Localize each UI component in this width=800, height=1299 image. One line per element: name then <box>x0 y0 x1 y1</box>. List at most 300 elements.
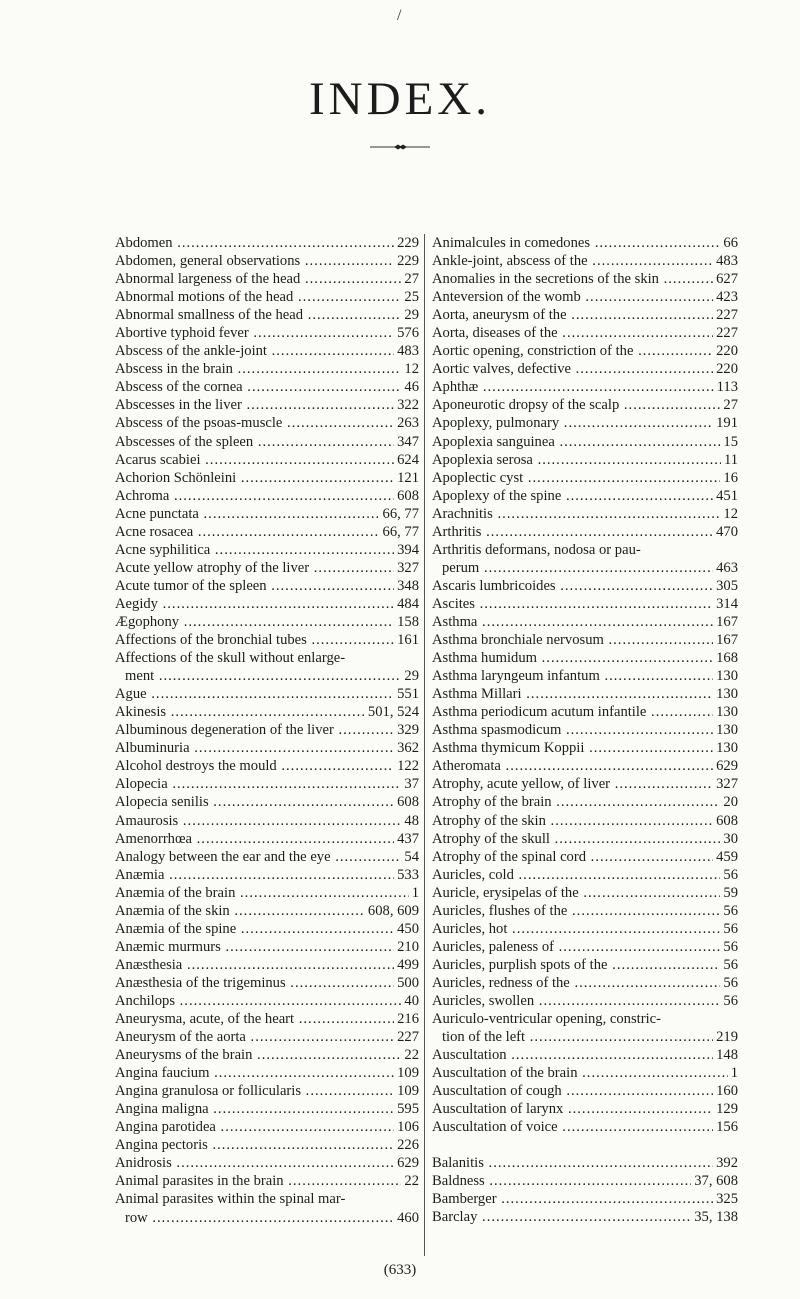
index-entry-term: Animalcules in comedones ..... <box>432 234 738 252</box>
index-entry-term: Anidrosis ..... <box>115 1154 419 1172</box>
index-entry-page: 608 <box>394 793 419 811</box>
index-entry-page: 608, 609 <box>365 902 419 920</box>
index-entry <box>432 288 738 306</box>
index-entry-page: 325 <box>713 1190 738 1208</box>
index-entry-page: 314 <box>713 595 738 613</box>
index-entry <box>115 577 419 595</box>
index-entry-page: 499 <box>394 956 419 974</box>
index-entry <box>432 378 738 396</box>
index-entry-page: 130 <box>713 685 738 703</box>
index-entry-term: Animal parasites in the brain ..... <box>115 1172 419 1190</box>
index-entry <box>115 360 419 378</box>
index-entry <box>432 595 738 613</box>
index-entry-term: Abscess of the ankle-joint ..... <box>115 342 419 360</box>
index-entry <box>115 631 419 649</box>
index-entry-page: 66, 77 <box>380 523 419 541</box>
index-entry-term: Atrophy of the spinal cord ..... <box>432 848 738 866</box>
index-entry-term: Abnormal smallness of the head ..... <box>115 306 419 324</box>
index-entry-page: 12 <box>720 505 738 523</box>
index-entry-page: 30 <box>720 830 738 848</box>
index-entry-term: Abscess of the psoas-muscle ..... <box>115 414 419 432</box>
index-entry-term: Apoplexia sanguinea ..... <box>432 433 738 451</box>
index-entry-page: 220 <box>713 360 738 378</box>
index-entry <box>115 234 419 252</box>
index-entry <box>115 739 419 757</box>
index-column-left <box>115 234 419 1227</box>
index-entry-term: Angina pectoris ..... <box>115 1136 419 1154</box>
index-entry <box>115 757 419 775</box>
index-entry-term: Atrophy of the skin ..... <box>432 812 738 830</box>
index-entry-term: Amenorrhœa ..... <box>115 830 419 848</box>
index-entry-term: Analogy between the ear and the eye ..... <box>115 848 419 866</box>
index-entry-page: 629 <box>713 757 738 775</box>
index-entry-page: 56 <box>720 902 738 920</box>
index-entry <box>115 1190 419 1226</box>
index-entry <box>115 812 419 830</box>
index-entry-term: Auricles, swollen ..... <box>432 992 738 1010</box>
index-entry-term: Arthritis ..... <box>432 523 738 541</box>
index-entry <box>115 270 419 288</box>
index-entry <box>115 703 419 721</box>
index-entry <box>432 721 738 739</box>
index-entry-term: Atrophy of the skull ..... <box>432 830 738 848</box>
index-entry <box>432 812 738 830</box>
index-entry-page: 263 <box>394 414 419 432</box>
index-entry-page: 327 <box>394 559 419 577</box>
index-entry <box>115 613 419 631</box>
index-entry-term: Angina granulosa or follicularis ..... <box>115 1082 419 1100</box>
index-entry-page: 576 <box>394 324 419 342</box>
index-entry-page: 227 <box>713 306 738 324</box>
index-entry-term: Achorion Schönleini ..... <box>115 469 419 487</box>
index-entry-page: 130 <box>713 667 738 685</box>
index-entry <box>115 487 419 505</box>
index-entry-term-continued: row ..... <box>115 1209 419 1227</box>
index-entry-page: 1 <box>728 1064 738 1082</box>
index-entry-term: Acne punctata ..... <box>115 505 419 523</box>
index-entry <box>432 1154 738 1172</box>
index-entry <box>432 324 738 342</box>
index-entry-page: 483 <box>713 252 738 270</box>
index-entry-term: Abortive typhoid fever ..... <box>115 324 419 342</box>
index-entry <box>432 360 738 378</box>
index-entry-page: 27 <box>401 270 419 288</box>
index-entry-page: 130 <box>713 721 738 739</box>
index-entry <box>432 234 738 252</box>
index-entry <box>115 1064 419 1082</box>
index-entry-page: 25 <box>401 288 419 306</box>
index-entry-page: 305 <box>713 577 738 595</box>
index-entry-term: Abnormal largeness of the head ..... <box>115 270 419 288</box>
index-entry-page: 54 <box>401 848 419 866</box>
index-entry <box>432 793 738 811</box>
index-entry-page: 451 <box>713 487 738 505</box>
index-entry <box>432 414 738 432</box>
index-entry-term: Alopecia ..... <box>115 775 419 793</box>
index-entry <box>432 270 738 288</box>
index-entry-page: 113 <box>714 378 738 396</box>
index-entry-term: Aphthæ ..... <box>432 378 738 396</box>
index-entry-page: 158 <box>394 613 419 631</box>
index-entry <box>115 1010 419 1028</box>
index-entry-page: 56 <box>720 974 738 992</box>
index-entry-term: Aorta, aneurysm of the ..... <box>432 306 738 324</box>
index-entry-page: 229 <box>394 252 419 270</box>
index-entry <box>432 1010 738 1046</box>
index-entry-page: 229 <box>394 234 419 252</box>
index-entry-term: Aegidy ..... <box>115 595 419 613</box>
index-entry-page: 167 <box>713 631 738 649</box>
index-entry-term: Baldness ..... <box>432 1172 738 1190</box>
index-entry <box>115 884 419 902</box>
index-entry <box>432 938 738 956</box>
index-entry-term: Alopecia senilis ..... <box>115 793 419 811</box>
index-entry-page: 168 <box>713 649 738 667</box>
index-entry-term: Aponeurotic dropsy of the scalp ..... <box>432 396 738 414</box>
index-entry-term: Asthma spasmodicum ..... <box>432 721 738 739</box>
index-entry-page: 66, 77 <box>380 505 419 523</box>
index-entry-term: Anæmia of the brain ..... <box>115 884 419 902</box>
index-entry <box>432 252 738 270</box>
index-entry <box>432 1064 738 1082</box>
index-entry-page: 501, 524 <box>365 703 419 721</box>
index-entry <box>115 451 419 469</box>
index-entry-page: 629 <box>394 1154 419 1172</box>
index-entry <box>115 324 419 342</box>
index-entry-term: Auriculo-ventricular opening, constric- <box>432 1011 661 1028</box>
index-entry-page: 533 <box>394 866 419 884</box>
index-entry <box>115 775 419 793</box>
index-entry <box>115 920 419 938</box>
index-entry-page: 608 <box>713 812 738 830</box>
index-entry-page: 392 <box>713 1154 738 1172</box>
index-entry-term: Affections of the bronchial tubes ..... <box>115 631 419 649</box>
index-entry <box>432 1208 738 1226</box>
index-entry-page: 35, 138 <box>691 1208 738 1226</box>
index-entry-term: Abdomen, general observations ..... <box>115 252 419 270</box>
index-entry-page: 595 <box>394 1100 419 1118</box>
index-entry-page: 29 <box>401 667 419 685</box>
index-entry-term: Animal parasites within the spinal mar- <box>115 1191 346 1208</box>
index-entry-term: Achroma ..... <box>115 487 419 505</box>
index-entry-page: 59 <box>720 884 738 902</box>
index-entry-term: Auricles, cold ..... <box>432 866 738 884</box>
index-entry-page: 12 <box>401 360 419 378</box>
index-entry-term: Anæmia ..... <box>115 866 419 884</box>
index-entry-term: Atrophy of the brain ..... <box>432 793 738 811</box>
index-entry-page: 216 <box>394 1010 419 1028</box>
index-entry-page: 130 <box>713 739 738 757</box>
index-entry-page: 167 <box>713 613 738 631</box>
index-entry-term: Anteversion of the womb ..... <box>432 288 738 306</box>
index-entry-page: 348 <box>394 577 419 595</box>
index-entry <box>432 396 738 414</box>
index-entry-term: Asthma thymicum Koppii ..... <box>432 739 738 757</box>
index-entry <box>432 866 738 884</box>
index-entry-term: Acute tumor of the spleen ..... <box>115 577 419 595</box>
index-entry-page: 327 <box>713 775 738 793</box>
index-entry-term: Ague ..... <box>115 685 419 703</box>
index-entry <box>432 631 738 649</box>
index-entry <box>432 613 738 631</box>
index-entry <box>115 505 419 523</box>
index-entry-page: 56 <box>720 938 738 956</box>
index-entry-page: 129 <box>713 1100 738 1118</box>
index-entry-page: 362 <box>394 739 419 757</box>
index-entry <box>432 342 738 360</box>
index-entry <box>432 1046 738 1064</box>
index-entry-page: 121 <box>394 469 419 487</box>
index-entry-term: Abdomen ..... <box>115 234 419 252</box>
index-column-right <box>432 234 738 1227</box>
index-entry-term: Akinesis ..... <box>115 703 419 721</box>
index-entry <box>115 649 419 685</box>
index-entry-term: Asthma humidum ..... <box>432 649 738 667</box>
index-entry-page: 16 <box>720 469 738 487</box>
index-entry-term: Abscesses of the spleen ..... <box>115 433 419 451</box>
index-entry-page: 156 <box>713 1118 738 1136</box>
page-title: INDEX. <box>309 73 491 125</box>
index-entry <box>432 541 738 577</box>
index-entry-page: 551 <box>394 685 419 703</box>
index-entry-term: Aneurysms of the brain ..... <box>115 1046 419 1064</box>
index-entry-page: 450 <box>394 920 419 938</box>
index-entry <box>115 396 419 414</box>
index-entry <box>432 775 738 793</box>
index-entry <box>432 649 738 667</box>
index-entry-page: 210 <box>394 938 419 956</box>
index-entry-term: Asthma ..... <box>432 613 738 631</box>
index-entry-term: Aneurysma, acute, of the heart ..... <box>115 1010 419 1028</box>
index-entry-page: 22 <box>401 1046 419 1064</box>
index-entry-term: Auscultation of cough ..... <box>432 1082 738 1100</box>
index-entry <box>432 920 738 938</box>
index-entry-term: Acute yellow atrophy of the liver ..... <box>115 559 419 577</box>
index-entry-page: 46 <box>401 378 419 396</box>
index-entry-page: 624 <box>394 451 419 469</box>
index-entry-page: 40 <box>401 992 419 1010</box>
index-entry-page: 329 <box>394 721 419 739</box>
index-entry <box>432 505 738 523</box>
index-entry-page: 219 <box>713 1028 738 1046</box>
index-entry-term: Abscess of the cornea ..... <box>115 378 419 396</box>
index-entry-page: 122 <box>394 757 419 775</box>
index-entry <box>115 433 419 451</box>
index-entry-page: 191 <box>713 414 738 432</box>
index-entry-term: Ascaris lumbricoides ..... <box>432 577 738 595</box>
index-entry-term: Aneurysm of the aorta ..... <box>115 1028 419 1046</box>
index-entry-page: 227 <box>394 1028 419 1046</box>
page-corner-mark: / <box>397 7 402 24</box>
index-entry <box>115 252 419 270</box>
index-entry-term: Auricles, flushes of the ..... <box>432 902 738 920</box>
index-entry <box>432 848 738 866</box>
index-entry <box>115 1082 419 1100</box>
index-entry-term: Anæmic murmurs ..... <box>115 938 419 956</box>
index-entry <box>432 902 738 920</box>
index-entry-page: 27 <box>720 396 738 414</box>
index-entry <box>115 992 419 1010</box>
index-entry-term: Apoplexy of the spine ..... <box>432 487 738 505</box>
index-entry <box>115 1118 419 1136</box>
page-number: (633) <box>383 1262 417 1278</box>
index-entry-term: Apoplexy, pulmonary ..... <box>432 414 738 432</box>
index-entry-term-continued: ment ..... <box>115 667 419 685</box>
index-entry <box>115 288 419 306</box>
index-entry <box>432 956 738 974</box>
index-entry-page: 15 <box>720 433 738 451</box>
index-entry-term: Auscultation of the brain ..... <box>432 1064 738 1082</box>
index-entry-term: Abnormal motions of the head ..... <box>115 288 419 306</box>
index-entry-term: Anchilops ..... <box>115 992 419 1010</box>
index-entry <box>432 487 738 505</box>
index-entry-term: Ankle-joint, abscess of the ..... <box>432 252 738 270</box>
index-entry-term: Asthma laryngeum infantum ..... <box>432 667 738 685</box>
index-entry-page: 37 <box>401 775 419 793</box>
index-entry-page: 48 <box>401 812 419 830</box>
index-entry-term: Abscess in the brain ..... <box>115 360 419 378</box>
index-entry <box>432 884 738 902</box>
index-entry-page: 109 <box>394 1064 419 1082</box>
index-entry-page: 106 <box>394 1118 419 1136</box>
index-entry-page: 56 <box>720 866 738 884</box>
index-entry-term: Apoplexia serosa ..... <box>432 451 738 469</box>
index-entry <box>432 1100 738 1118</box>
index-entry-term: Auscultation of larynx ..... <box>432 1100 738 1118</box>
index-entry <box>432 739 738 757</box>
index-entry-page: 20 <box>720 793 738 811</box>
index-entry <box>115 721 419 739</box>
index-entry-page: 627 <box>713 270 738 288</box>
index-entry-term-continued: tion of the left ..... <box>432 1028 738 1046</box>
index-entry <box>115 306 419 324</box>
index-entry-term: Ægophony ..... <box>115 613 419 631</box>
index-entry-term: Alcohol destroys the mould ..... <box>115 757 419 775</box>
index-entry-term: Angina parotidea ..... <box>115 1118 419 1136</box>
index-entry <box>432 577 738 595</box>
index-entry-term: Angina faucium ..... <box>115 1064 419 1082</box>
index-entry <box>115 793 419 811</box>
index-entry <box>115 866 419 884</box>
column-divider <box>424 234 425 1256</box>
index-entry-page: 130 <box>713 703 738 721</box>
index-entry-page: 394 <box>394 541 419 559</box>
index-entry-term: Bamberger ..... <box>432 1190 738 1208</box>
index-entry <box>432 992 738 1010</box>
index-entry-term: Auscultation of voice ..... <box>432 1118 738 1136</box>
index-entry-page: 423 <box>713 288 738 306</box>
index-entry-page: 11 <box>721 451 738 469</box>
index-entry-term: Aorta, diseases of the ..... <box>432 324 738 342</box>
index-entry-term: Balanitis ..... <box>432 1154 738 1172</box>
index-entry-term: Atheromata ..... <box>432 757 738 775</box>
index-entry-term: Asthma periodicum acutum infantile ..... <box>432 703 738 721</box>
index-entry-page: 437 <box>394 830 419 848</box>
index-entry-term: Asthma Millari ..... <box>432 685 738 703</box>
index-entry <box>115 414 419 432</box>
index-entry-term: Anæmia of the skin ..... <box>115 902 419 920</box>
title-ornament <box>370 144 430 150</box>
index-entry <box>115 1172 419 1190</box>
index-entry-page: 220 <box>713 342 738 360</box>
index-entry-term: Anæsthesia ..... <box>115 956 419 974</box>
index-entry <box>115 956 419 974</box>
index-entry-term: Abscesses in the liver ..... <box>115 396 419 414</box>
index-entry-term: Auricles, purplish spots of the ..... <box>432 956 738 974</box>
index-entry <box>115 1100 419 1118</box>
index-entry <box>115 469 419 487</box>
index-entry <box>115 342 419 360</box>
index-entry-page: 347 <box>394 433 419 451</box>
index-entry-page: 160 <box>713 1082 738 1100</box>
index-entry <box>432 306 738 324</box>
index-entry-page: 22 <box>401 1172 419 1190</box>
index-entry <box>115 559 419 577</box>
index-entry-term: Auricle, erysipelas of the ..... <box>432 884 738 902</box>
index-entry-term: Anomalies in the secretions of the skin ..... <box>432 270 738 288</box>
index-entry-page: 37, 608 <box>691 1172 738 1190</box>
index-entry-page: 161 <box>394 631 419 649</box>
index-entry-term: Asthma bronchiale nervosum ..... <box>432 631 738 649</box>
index-entry-page: 322 <box>394 396 419 414</box>
index-entry-page: 460 <box>394 1209 419 1227</box>
index-entry-page: 500 <box>394 974 419 992</box>
index-entry-term: Arthritis deformans, nodosa or pau- <box>432 541 641 558</box>
index-entry <box>432 830 738 848</box>
index-entry <box>432 469 738 487</box>
index-entry-page: 29 <box>401 306 419 324</box>
index-entry-page: 56 <box>720 992 738 1010</box>
index-entry <box>115 1136 419 1154</box>
index-entry-term: Auricles, paleness of ..... <box>432 938 738 956</box>
index-entry-page: 459 <box>713 848 738 866</box>
index-entry <box>432 1082 738 1100</box>
index-entry <box>115 378 419 396</box>
section-gap <box>432 1136 738 1154</box>
index-entry <box>115 848 419 866</box>
index-entry <box>115 1154 419 1172</box>
index-entry-term: Acne rosacea ..... <box>115 523 419 541</box>
index-entry <box>115 974 419 992</box>
index-entry-term: Affections of the skull without enlarge- <box>115 650 346 667</box>
index-entry-term: Atrophy, acute yellow, of liver ..... <box>432 775 738 793</box>
index-entry-page: 463 <box>713 559 738 577</box>
index-entry-page: 109 <box>394 1082 419 1100</box>
index-entry-page: 1 <box>409 884 419 902</box>
index-entry <box>115 1028 419 1046</box>
index-entry-page: 608 <box>394 487 419 505</box>
index-entry-term: Anæsthesia of the trigeminus ..... <box>115 974 419 992</box>
index-entry-term: Apoplectic cyst ..... <box>432 469 738 487</box>
index-entry-term: Aortic valves, defective ..... <box>432 360 738 378</box>
index-entry <box>432 1118 738 1136</box>
index-entry-term: Auricles, redness of the ..... <box>432 974 738 992</box>
index-entry-page: 148 <box>713 1046 738 1064</box>
index-entry <box>432 757 738 775</box>
index-entry <box>115 1046 419 1064</box>
index-entry-page: 66 <box>720 234 738 252</box>
index-entry-page: 56 <box>720 920 738 938</box>
index-entry-term: Acne syphilitica ..... <box>115 541 419 559</box>
index-entry-page: 226 <box>394 1136 419 1154</box>
index-entry <box>115 902 419 920</box>
index-entry <box>115 685 419 703</box>
index-entry <box>432 523 738 541</box>
index-entry <box>115 541 419 559</box>
index-entry-term: Ascites ..... <box>432 595 738 613</box>
index-entry-term: Auricles, hot ..... <box>432 920 738 938</box>
index-entry-term: Amaurosis ..... <box>115 812 419 830</box>
